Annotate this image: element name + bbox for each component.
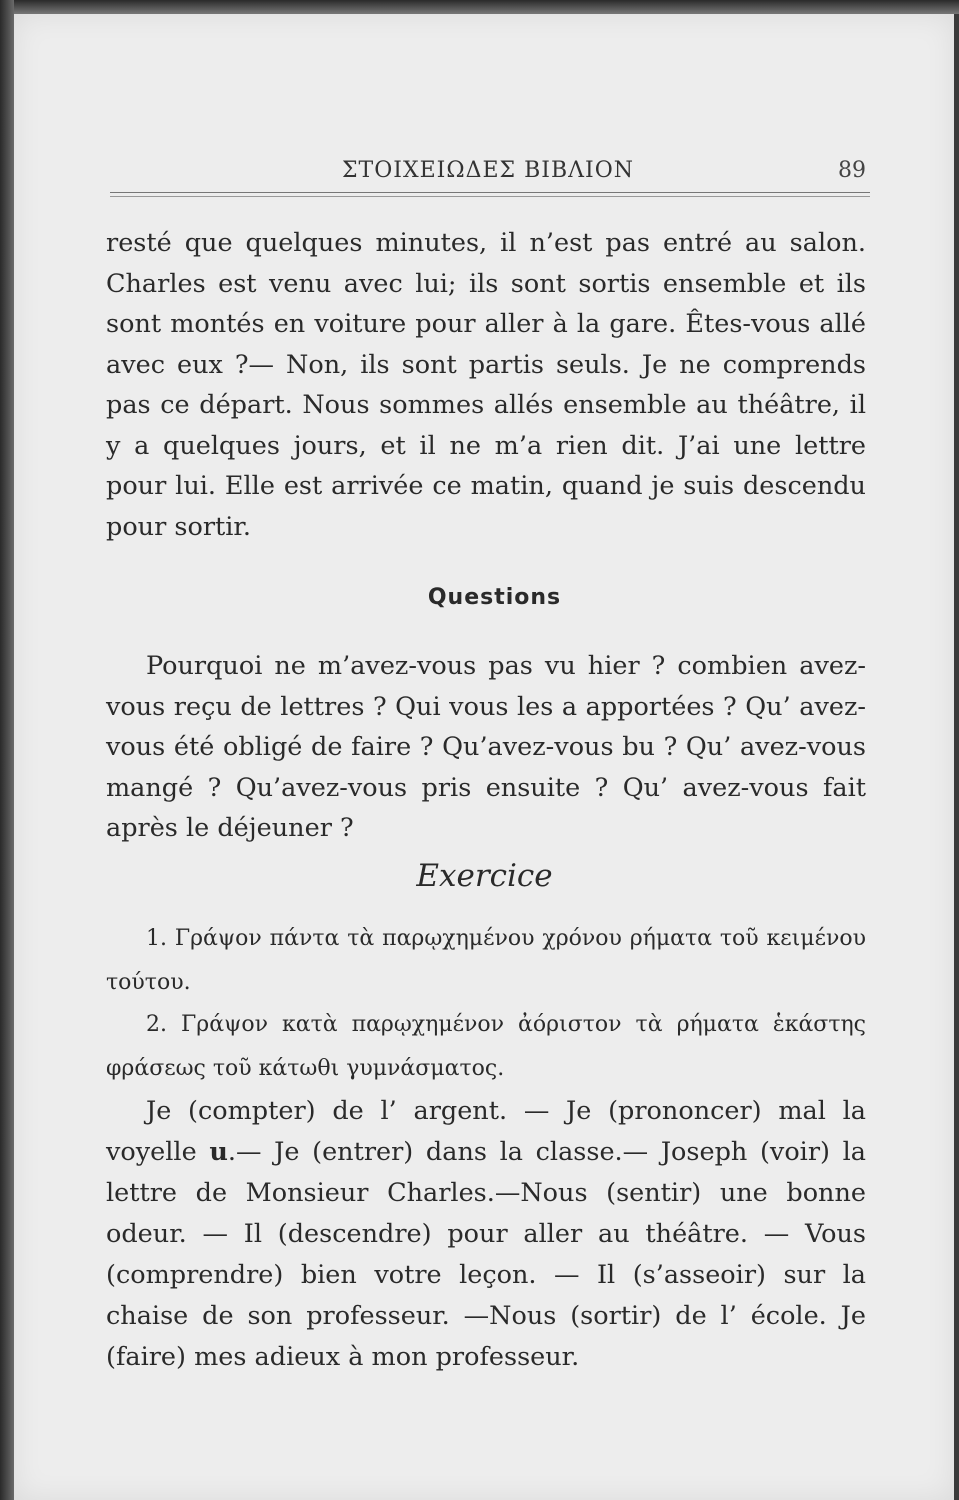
exercise-text-part2: .— Je (entrer) dans la classe.— Joseph (voir) la lettre de Monsieur Charles.—Nous (sentir) une bonne odeur. — Il (descendre) pour aller au théâtre. — Vous (comprendre) bien votre leçon. — Il (s’asseoir) sur la chaise de son professeur. —Nous (sortir) de l’ école. Je (faire) mes adieux à mon professeur. <box>106 1137 867 1372</box>
questions-heading: Questions <box>427 585 562 610</box>
exercise-text <box>106 1091 866 1378</box>
instruction-2 <box>106 1003 866 1091</box>
instruction-2-text: 2. Γράψον κατὰ παρῳχημένον ἀόριστον τὰ ρήματα ἑκάστης φράσεως τοῦ κάτωθι γυμνάσματος. <box>106 1012 866 1081</box>
questions-paragraph <box>106 646 866 849</box>
page-header <box>110 152 866 192</box>
running-title: ΣΤΟΙΧΕΙΩΔΕΣ ΒΙΒΛΙΟΝ <box>342 158 634 183</box>
instruction-1-text: 1. Γράψον πάντα τὰ παρῳχημένου χρόνου ρήματα τοῦ κειμένου τούτου. <box>106 926 866 995</box>
instruction-1 <box>106 917 866 1005</box>
exercise-vowel-u: u <box>209 1137 228 1167</box>
scan-top-edge <box>0 0 959 14</box>
questions-text: Pourquoi ne m’avez-vous pas vu hier ? combien avez-vous reçu de lettres ? Qui vous les a apportées ? Qu’ avez-vous été obligé de faire ? Qu’avez-vous bu ? Qu’ avez-vous mangé ? Qu’avez-vous pris ensuite ? Qu’ avez-vous fait après le déjeuner ? <box>106 651 866 843</box>
scan-left-edge <box>0 0 14 1500</box>
exercice-heading: Exercice <box>416 858 553 894</box>
exercise-text-part1: Je (compter) de l’ argent. — Je (prononcer) mal la voyelle <box>106 1096 866 1167</box>
paragraph-1-text: resté que quelques minutes, il n’est pas entré au salon. Charles est venu avec lui; ils sont sortis ensemble et ils sont montés en voiture pour aller à la gare. Êtes-vous allé avec eux ?— Non, ils sont partis seuls. Je ne comprends pas ce départ. Nous sommes allés ensemble au théâtre, il y a quelques jours, et il ne m’a rien dit. J’ai une lettre pour lui. Elle est arrivée ce matin, quand je suis descendu pour sortir. <box>106 228 866 542</box>
paragraph-1 <box>106 223 866 547</box>
header-rule <box>110 192 870 197</box>
page-number: 89 <box>838 158 866 183</box>
exercise-paragraph <box>106 1091 866 1378</box>
